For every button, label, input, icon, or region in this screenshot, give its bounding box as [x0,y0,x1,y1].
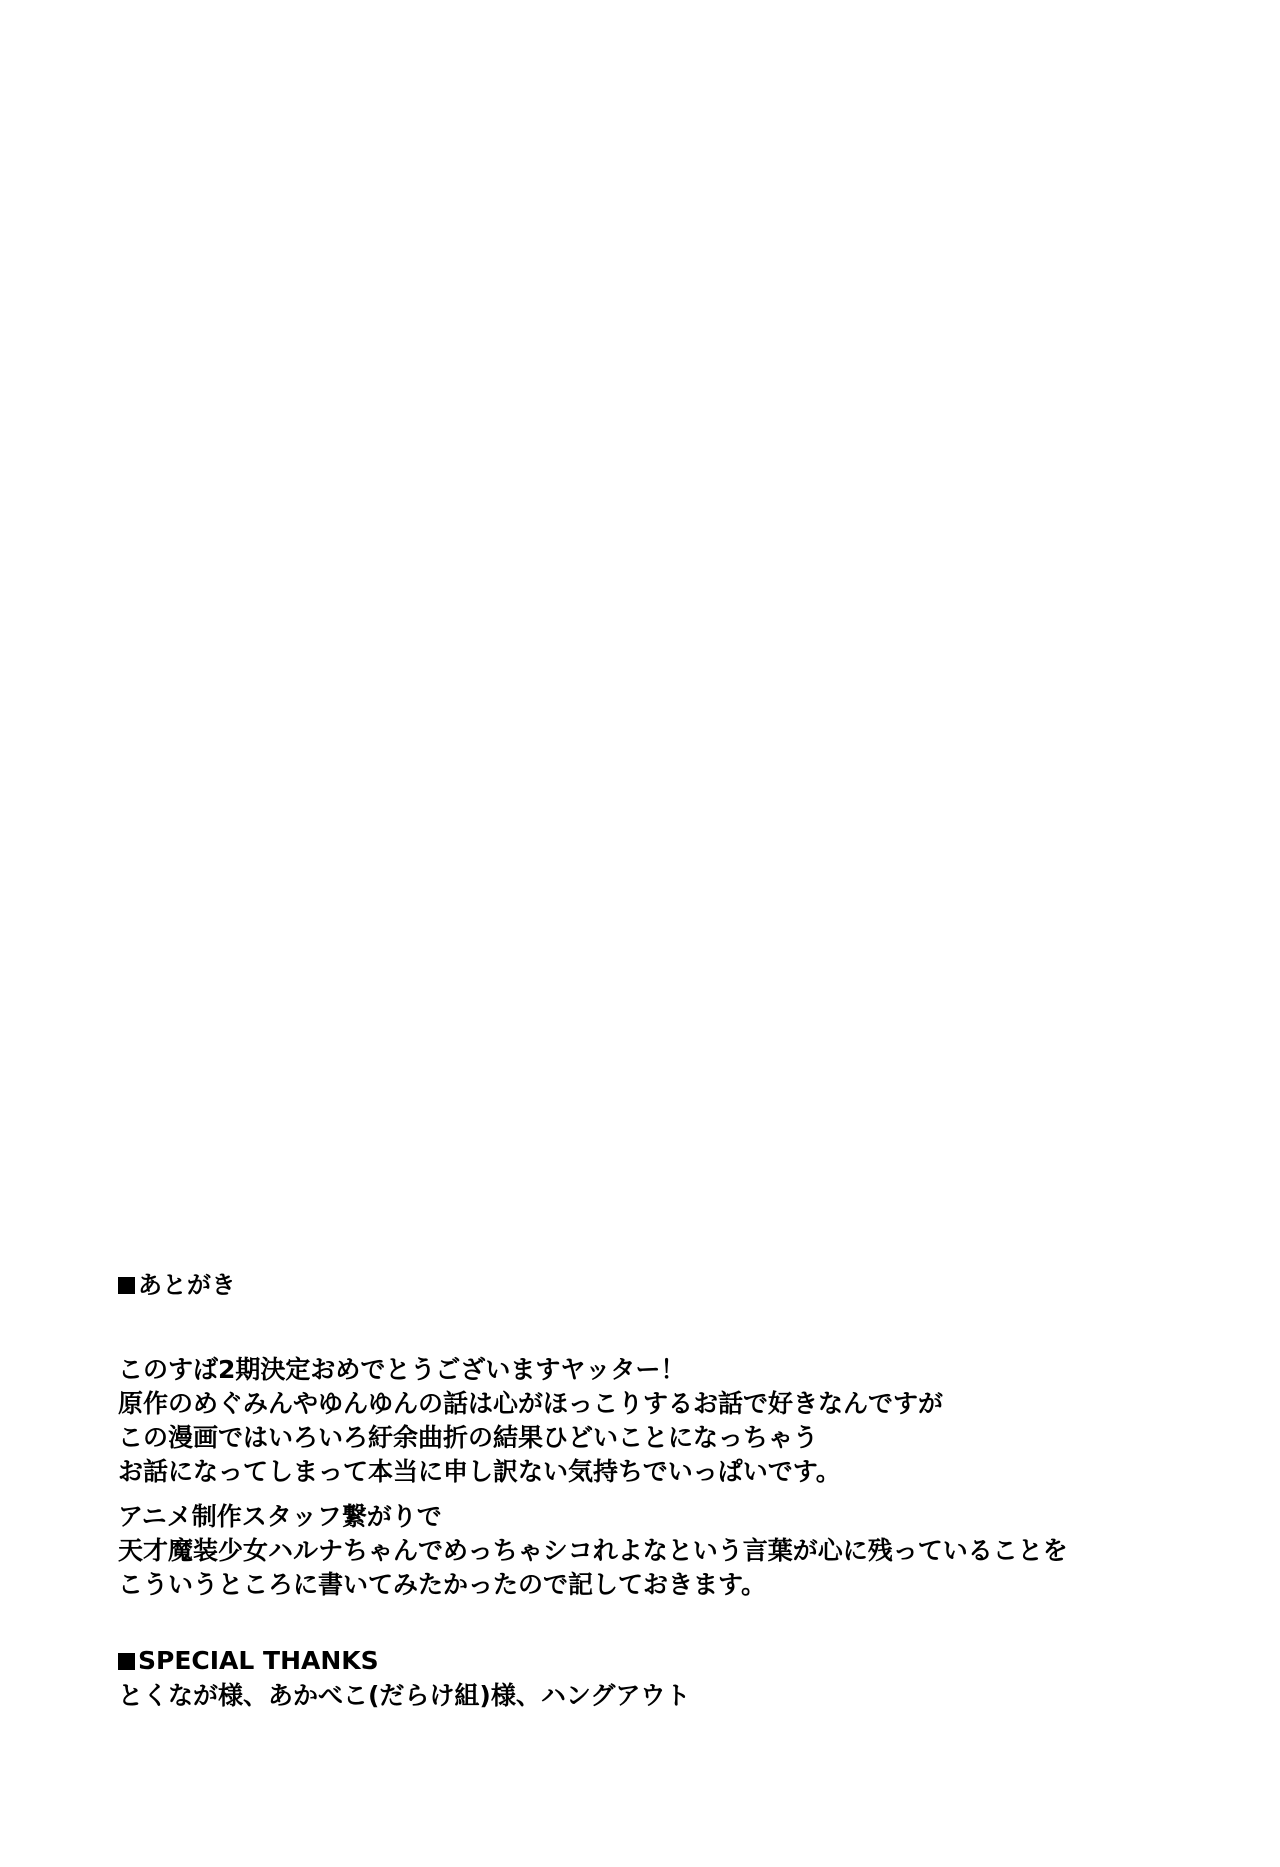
special-thanks-heading-label: SPECIAL THANKS [138,1646,379,1675]
paragraph-1-line-4: お話になってしまって本当に申し訳ない気持ちでいっぱいです。 [118,1457,841,1486]
square-bullet-icon [118,1277,135,1294]
afterword-heading-label: あとがき [138,1271,236,1299]
paragraph-1-line-3: この漫画ではいろいろ紆余曲折の結果ひどいことになっちゃう [118,1423,819,1452]
paragraph-2-line-2: 天才魔装少女ハルナちゃんでめっちゃシコれよなという言葉が心に残っていることを [118,1536,1068,1565]
afterword-paragraph-2 [118,1500,1068,1602]
afterword-section [118,1271,1218,1710]
paragraph-2-line-3: こういうところに書いてみたかったので記しておきます。 [118,1570,767,1599]
special-thanks-heading [118,1647,379,1675]
paragraph-2-line-1: アニメ制作スタッフ繋がりで [118,1502,442,1531]
special-thanks-credits: とくなが様、あかべこ(だらけ組)様、ハングアウト [118,1681,691,1710]
square-bullet-icon-2 [118,1653,135,1670]
afterword-heading [118,1272,1218,1298]
paragraph-1-line-1: このすば2期決定おめでとうございますヤッター！ [118,1355,686,1384]
afterword-paragraph-1 [118,1353,943,1489]
paragraph-1-line-2: 原作のめぐみんやゆんゆんの話は心がほっこりするお話で好きなんですが [118,1389,944,1418]
